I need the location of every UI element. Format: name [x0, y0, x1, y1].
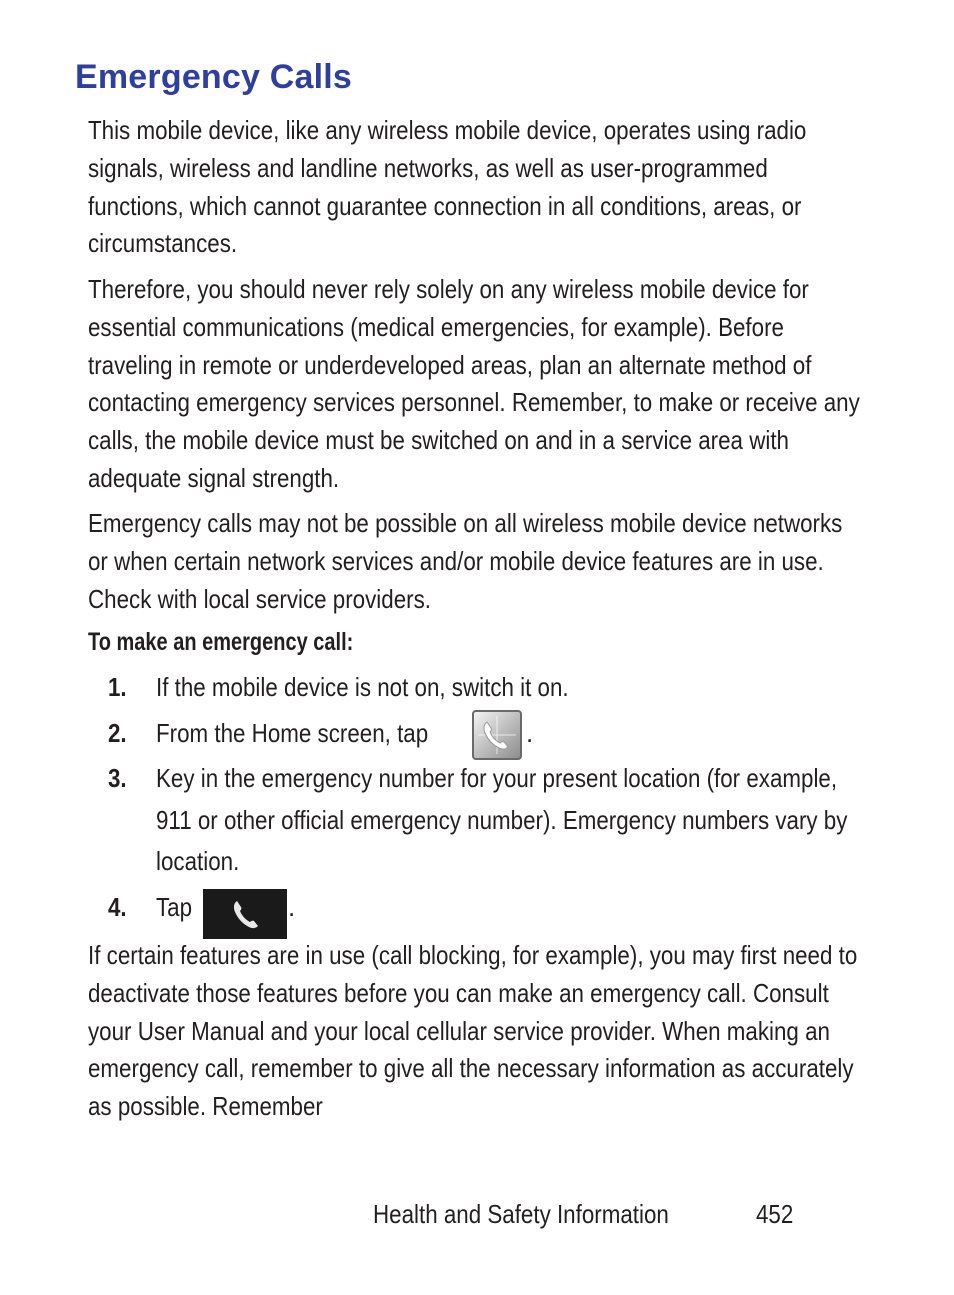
step-2-period: .	[526, 718, 534, 748]
step-number: 2.	[108, 718, 127, 748]
paragraph-call-blocking: If certain features are in use (call blocking, for example), you may first need to deactivate those features before you can make an emergency call. Consult your User Manual and your local cellular service provider. When making an emergency call, remember to give all the necessary information as accurately as possible. Remember	[88, 940, 858, 1122]
step-text: Key in the emergency number for your present location (for example, 911 or other official emergency number). Emergency numbers vary by location.	[156, 763, 848, 876]
footer-section-title: Health and Safety Information	[373, 1199, 669, 1229]
paragraph-intro: This mobile device, like any wireless mobile device, operates using radio signals, wireless and landline networks, as well as user-programmed functions, which cannot guarantee connection in all conditions, areas, or circumstances.	[88, 115, 807, 259]
page-title: Emergency Calls	[75, 58, 353, 96]
call-button-icon	[203, 889, 287, 939]
step-number: 1.	[108, 672, 127, 702]
step-text: If the mobile device is not on, switch it on.	[156, 672, 569, 702]
page-number: 452	[756, 1199, 794, 1229]
paragraph-availability: Emergency calls may not be possible on all wireless mobile device networks or when certain network services and/or mobile device features are in use. Check with local service providers.	[88, 508, 843, 614]
procedure-heading: To make an emergency call:	[88, 628, 354, 656]
step-text: Tap	[156, 892, 193, 922]
paragraph-reliance: Therefore, you should never rely solely on any wireless mobile device for essential communications (medical emergencies, for example). Before traveling in remote or underdeveloped areas, plan an alternate method of contacting emergency services personnel. Remember, to make or receive any calls, the mobile device must be switched on and in a service area with adequate signal strength.	[88, 274, 860, 493]
step-text: From the Home screen, tap	[156, 718, 429, 748]
step-number: 3.	[108, 763, 127, 793]
phone-app-icon	[472, 710, 522, 760]
step-4-period: .	[288, 892, 296, 922]
step-number: 4.	[108, 892, 127, 922]
